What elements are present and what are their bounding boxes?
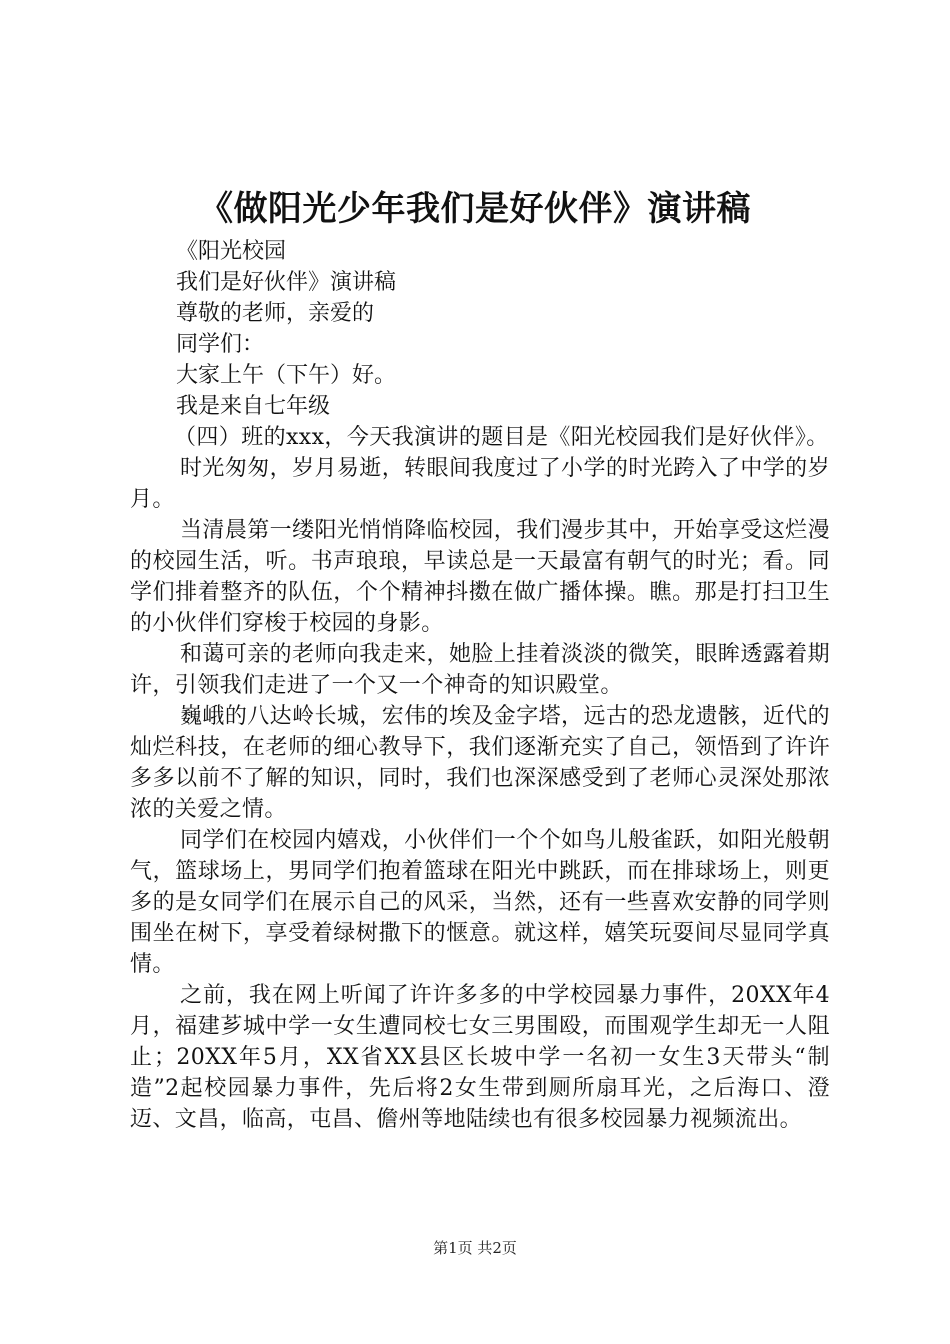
- intro-line: 大家上午（下午）好。: [176, 363, 397, 388]
- intro-line: 我们是好伙伴》演讲稿: [176, 270, 397, 295]
- page-number-footer: 第1页 共2页: [433, 1239, 517, 1257]
- intro-line: 尊敬的老师，亲爱的: [176, 301, 375, 326]
- body-paragraph: 和蔼可亲的老师向我走来，她脸上挂着淡淡的微笑，眼眸透露着期许，引领我们走进了一个又一个神奇的知识殿堂。: [130, 642, 830, 698]
- intro-line: 我是来自七年级: [176, 394, 331, 419]
- body-paragraph: 同学们在校园内嬉戏，小伙伴们一个个如鸟儿般雀跃，如阳光般朝气，篮球场上，男同学们抱着篮球在阳光中跳跃，而在排球场上，则更多的是女同学们在展示自己的风采，当然，还有一些喜欢安静的同学则围坐在树下，享受着绿树撒下的惬意。就这样，嬉笑玩耍间尽显同学真情。: [130, 828, 830, 977]
- body-paragraph: （四）班的xxx，今天我演讲的题目是《阳光校园我们是好伙伴》。: [174, 425, 829, 450]
- document-body: [130, 236, 830, 1135]
- document-title: 《做阳光少年我们是好伙伴》演讲稿: [199, 189, 751, 229]
- body-paragraph: 巍峨的八达岭长城，宏伟的埃及金字塔，远古的恐龙遗骸，近代的灿烂科技，在老师的细心教导下，我们逐渐充实了自己，领悟到了许许多多以前不了解的知识，同时，我们也深深感受到了老师心灵深处那浓浓的关爱之情。: [130, 704, 830, 822]
- intro-line: 《阳光校园: [176, 239, 287, 264]
- body-paragraph: 当清晨第一缕阳光悄悄降临校园，我们漫步其中，开始享受这烂漫的校园生活，听。书声琅琅，早读总是一天最富有朝气的时光；看。同学们排着整齐的队伍，个个精神抖擞在做广播体操。瞧。那是打扫卫生的小伙伴们穿梭于校园的身影。: [130, 518, 830, 636]
- body-paragraph: 时光匆匆，岁月易逝，转眼间我度过了小学的时光跨入了中学的岁月。: [130, 456, 830, 512]
- intro-line: 同学们：: [176, 332, 265, 357]
- body-paragraph: 之前，我在网上听闻了许许多多的中学校园暴力事件，20XX年4月，福建芗城中学一女生遭同校七女三男围殴，而围观学生却无一人阻止；20XX年5月，XX省XX县区长坡中学一名初一女生3天带头“制造”2起校园暴力事件，先后将2女生带到厕所扇耳光，之后海口、澄迈、文昌，临高，屯昌、儋州等地陆续也有很多校园暴力视频流出。: [130, 983, 830, 1132]
